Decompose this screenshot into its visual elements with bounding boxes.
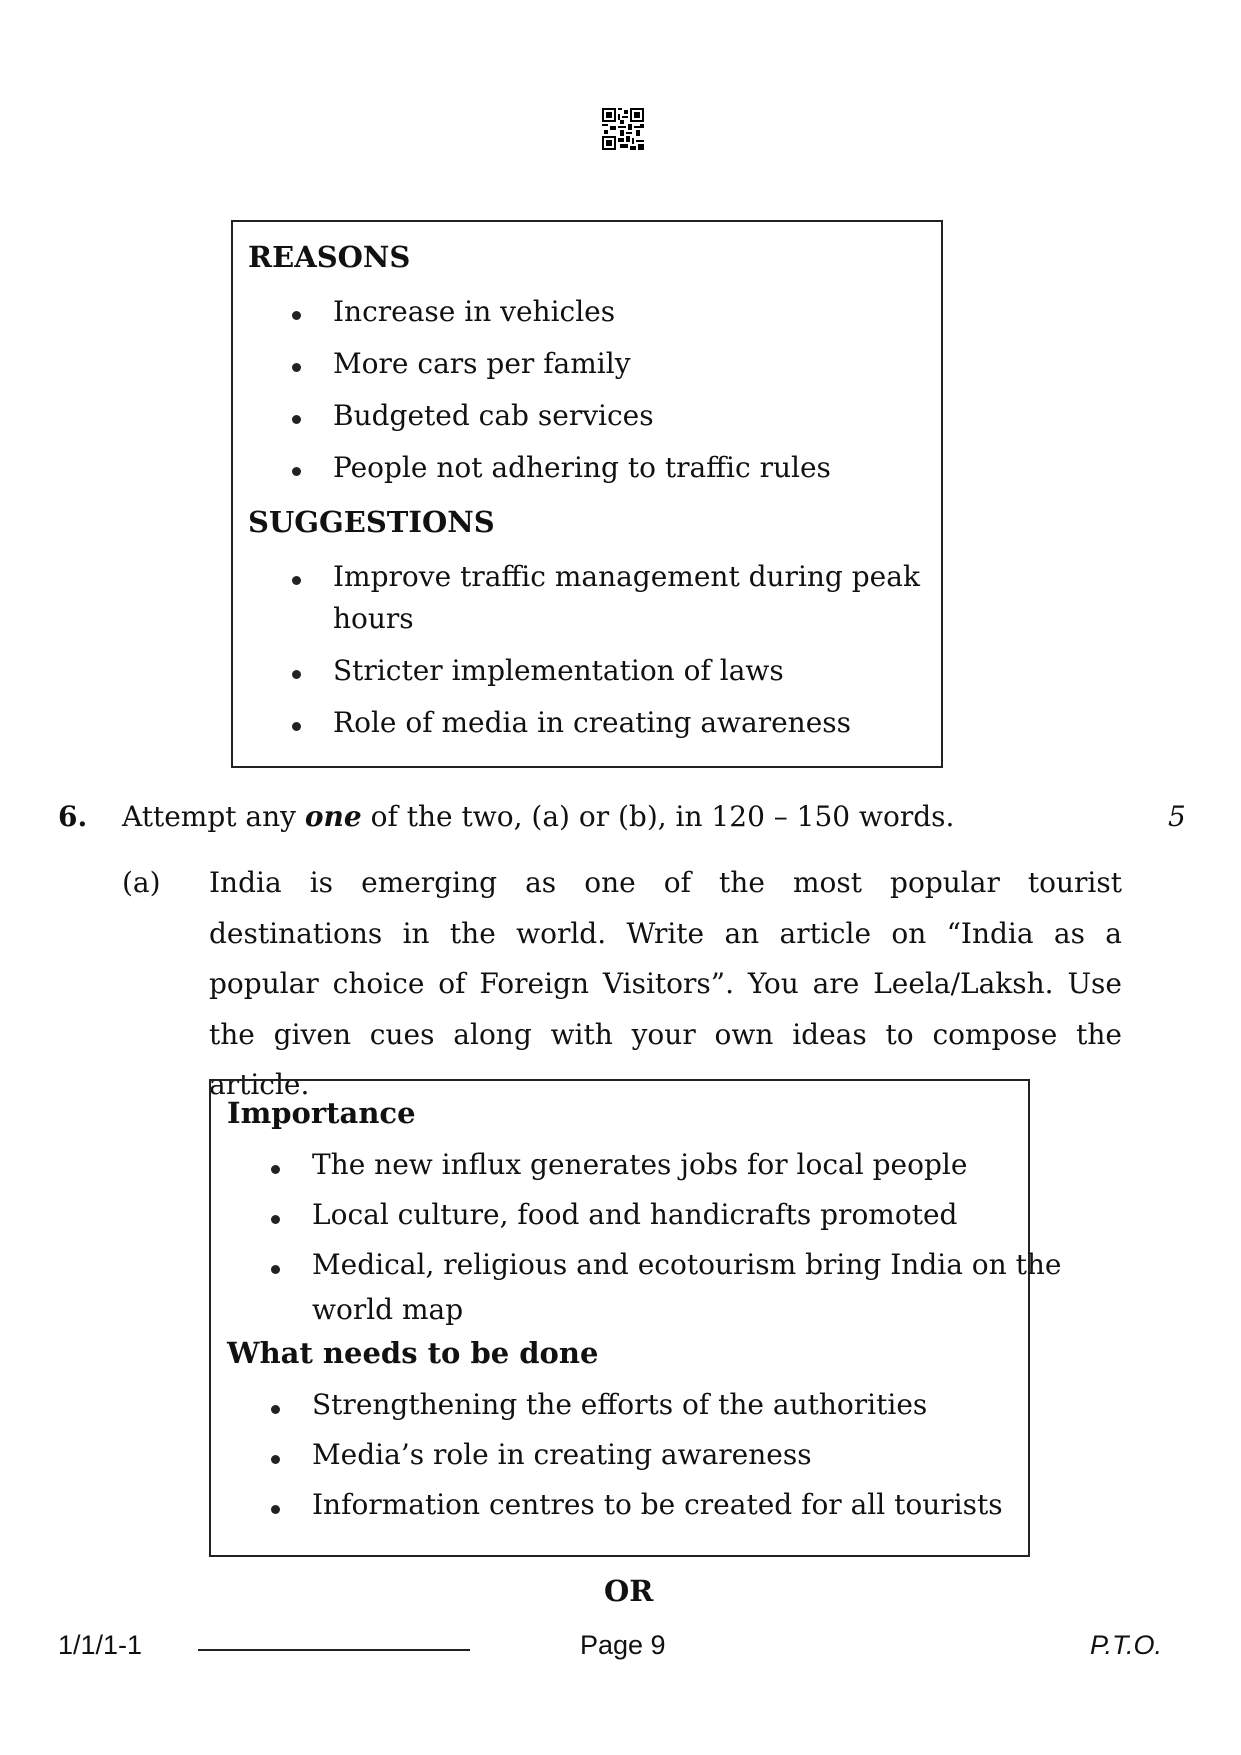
question-text: Attempt any one of the two, (a) or (b), in 120 – 150 words. (122, 800, 955, 833)
part-a-label: (a) (122, 866, 161, 899)
bullet-icon (292, 363, 301, 372)
bullet-icon (271, 1165, 280, 1174)
question-number: 6. (58, 800, 88, 833)
or-separator: OR (604, 1574, 654, 1608)
bullet-icon (292, 670, 301, 679)
part-a-text: India is emerging as one of the most popular tourist destinations in the world. Write an article on “India as a popular choice of Foreign Visitors”. You are Leela/Laksh. Use the given cues along with your own ideas to compose the article. (209, 866, 1122, 1101)
bullet-icon (271, 1215, 280, 1224)
qr-code-icon (602, 108, 644, 150)
suggestions-heading: SUGGESTIONS (248, 505, 495, 539)
bullet-icon (292, 467, 301, 476)
bullet-icon (292, 415, 301, 424)
bullet-icon (292, 311, 301, 320)
bullet-icon (271, 1505, 280, 1514)
paper-code: 1/1/1-1 (58, 1630, 143, 1660)
todo-heading: What needs to be done (227, 1336, 599, 1370)
bullet-icon (292, 576, 301, 585)
bullet-icon (271, 1405, 280, 1414)
footer-rule (198, 1649, 470, 1651)
bullet-icon (271, 1455, 280, 1464)
bullet-icon (271, 1265, 280, 1274)
question-marks: 5 (1168, 800, 1186, 833)
pto-label: P.T.O. (1090, 1630, 1163, 1660)
page-number: Page 9 (580, 1630, 666, 1660)
importance-heading: Importance (227, 1096, 416, 1130)
bullet-icon (292, 722, 301, 731)
reasons-heading: REASONS (248, 240, 411, 274)
